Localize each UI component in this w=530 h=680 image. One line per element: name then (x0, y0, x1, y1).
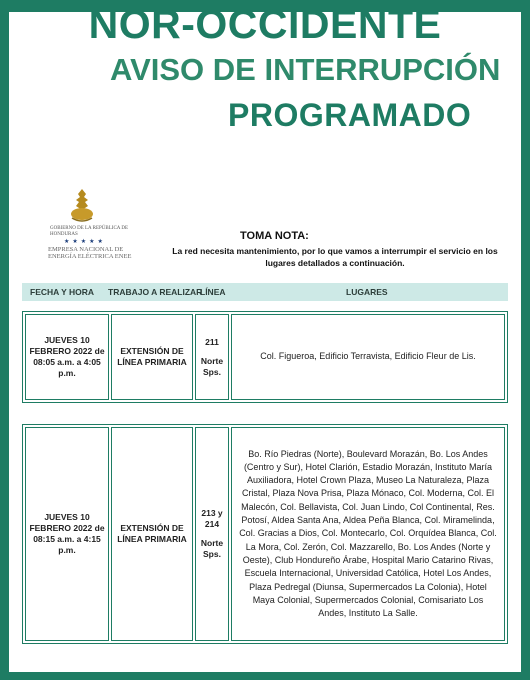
row-places: Bo. Río Piedras (Norte), Boulevard Morazán, Bo. Los Andes (Centro y Sur), Hotel Clarión, Estadio Morazán, Instituto María Auxiliadora, Hotel Crown Plaza, Museo La Naturaleza, Plaza Cristal, Plaza Nova Prisa, Plaza Mónaco, Col. Moderna, Col. El Malecón, Col. Bellavista, Col. Juan Lindo, Col Continental, Res. Potosí, Aldea Santa Ana, Aldea Peña Blanca, Col. Miramelinda, Col. Gracias a Dios, Col. Montecarlo, Col. Orquídea Blanca, Col. La Mora, Col. Zerón, Col. Mazzarello, Bo. Los Andes (Norte y Oeste), Club Hondureño Árabe, Hospital Mario Catarino Rivas, Escuela Internacional, Universidad Católica, Hotel Los Andes, Plaza Pedregal (Diunsa, Supermercados La Colonia), Hotel Maya Colonial, Supermercados Colonial, Comisariato Los Andes, Instituto La Salle. (231, 427, 505, 641)
notice-title: AVISO DE INTERRUPCIÓN (110, 52, 501, 87)
notice-subtitle: PROGRAMADO (228, 97, 472, 133)
row-date: JUEVES 10 FEBRERO 2022 de 08:05 a.m. a 4:05 p.m. (25, 314, 109, 400)
row-line (195, 427, 229, 641)
line-code: 211 (205, 336, 219, 347)
table-header (22, 283, 508, 301)
row-line (195, 314, 229, 400)
header-work: TRABAJO A REALIZAR (108, 287, 203, 297)
note-title: TOMA NOTA: (240, 230, 309, 242)
enee-logo (40, 188, 150, 268)
table-row (22, 311, 508, 403)
header-places: LUGARES (346, 287, 388, 297)
header-line: LÍNEA (200, 287, 226, 297)
line-zone: Norte Sps. (200, 538, 224, 559)
note-text: La red necesita mantenimiento, por lo que vamos a interrumpir el servicio en los lugares detallados a continuación. (172, 246, 498, 268)
header-date: FECHA Y HORA (30, 287, 95, 297)
stars-icon: ★★★★★ (64, 239, 106, 245)
coat-of-arms-icon (68, 188, 96, 224)
table-row (22, 424, 508, 644)
row-date: JUEVES 10 FEBRERO 2022 de 08:15 a.m. a 4:15 p.m. (25, 427, 109, 641)
row-work: EXTENSIÓN DE LÍNEA PRIMARIA (111, 427, 193, 641)
line-zone: Norte Sps. (200, 355, 224, 377)
row-work: EXTENSIÓN DE LÍNEA PRIMARIA (111, 314, 193, 400)
line-code: 213 y 214 (201, 508, 223, 529)
company-name: EMPRESA NACIONAL DE ENERGÍA ELÉCTRICA ENEE (48, 246, 132, 260)
gov-text: GOBIERNO DE LA REPÚBLICA DE HONDURAS (50, 226, 129, 237)
region-title: NOR-OCCIDENTE (88, 1, 442, 47)
row-places: Col. Figueroa, Edificio Terravista, Edificio Fleur de Lis. (231, 314, 505, 400)
